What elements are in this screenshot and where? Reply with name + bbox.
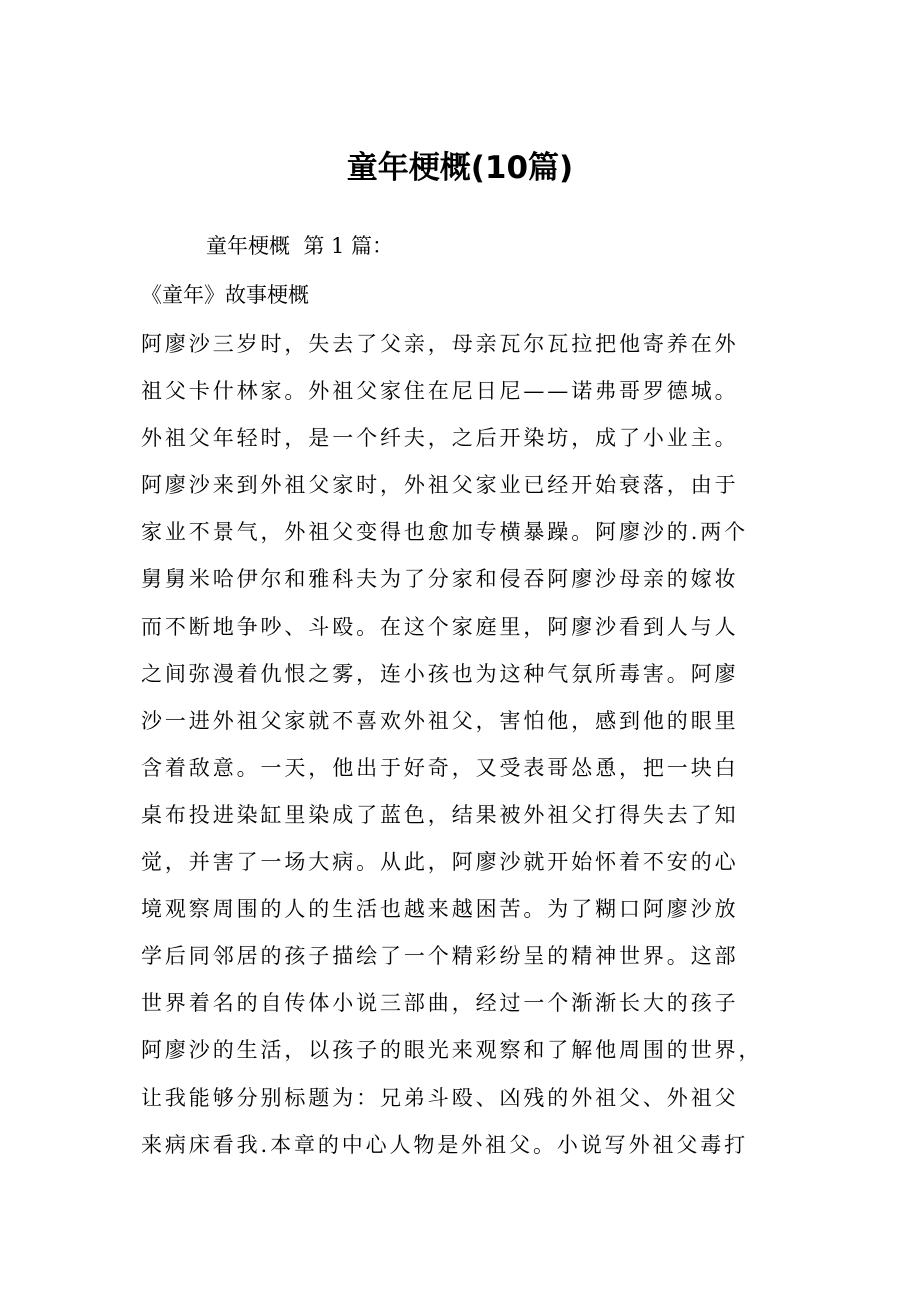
body-line: 来病床看我.本章的中心人物是外祖父。小说写外祖父毒打 xyxy=(141,1132,749,1157)
body-text xyxy=(141,326,781,1174)
body-line: 家业不景气，外祖父变得也愈加专横暴躁。阿廖沙的.两个 xyxy=(141,520,749,545)
body-line: 外祖父年轻时，是一个纤夫，之后开染坊，成了小业主。 xyxy=(141,426,739,451)
part-subheading: 童年梗概 第 1 篇： xyxy=(206,234,394,258)
body-line: 沙一进外祖父家就不喜欢外祖父，害怕他，感到他的眼里 xyxy=(141,708,739,733)
body-line: 阿廖沙三岁时，失去了父亲，母亲瓦尔瓦拉把他寄养在外 xyxy=(141,332,739,356)
body-line: 学后同邻居的孩子描绘了一个精彩纷呈的精神世界。这部 xyxy=(141,944,739,969)
body-line: 让我能够分别标题为：兄弟斗殴、凶残的外祖父、外祖父 xyxy=(141,1085,739,1110)
body-line: 阿廖沙的生活，以孩子的眼光来观察和了解他周围的世界， xyxy=(141,1038,763,1063)
body-line: 觉，并害了一场大病。从此，阿廖沙就开始怀着不安的心 xyxy=(141,850,739,875)
section-heading: 《童年》故事梗概 xyxy=(141,283,309,307)
body-line: 世界着名的自传体小说三部曲，经过一个渐渐长大的孩子 xyxy=(141,991,739,1016)
body-line: 之间弥漫着仇恨之雾，连小孩也为这种气氛所毒害。阿廖 xyxy=(141,661,739,686)
body-line: 境观察周围的人的生活也越来越困苦。为了糊口阿廖沙放 xyxy=(141,897,739,922)
body-line: 阿廖沙来到外祖父家时，外祖父家业已经开始衰落，由于 xyxy=(141,473,739,498)
body-line: 祖父卡什林家。外祖父家住在尼日尼——诺弗哥罗德城。 xyxy=(141,379,739,404)
body-line: 舅舅米哈伊尔和雅科夫为了分家和侵吞阿廖沙母亲的嫁妆 xyxy=(141,567,739,592)
document-title: 童年梗概(10篇) xyxy=(346,150,574,186)
body-line: 而不断地争吵、斗殴。在这个家庭里，阿廖沙看到人与人 xyxy=(141,614,739,639)
body-line: 桌布投进染缸里染成了蓝色，结果被外祖父打得失去了知 xyxy=(141,802,739,827)
body-line: 含着敌意。一天，他出于好奇，又受表哥怂恿，把一块白 xyxy=(141,755,739,780)
